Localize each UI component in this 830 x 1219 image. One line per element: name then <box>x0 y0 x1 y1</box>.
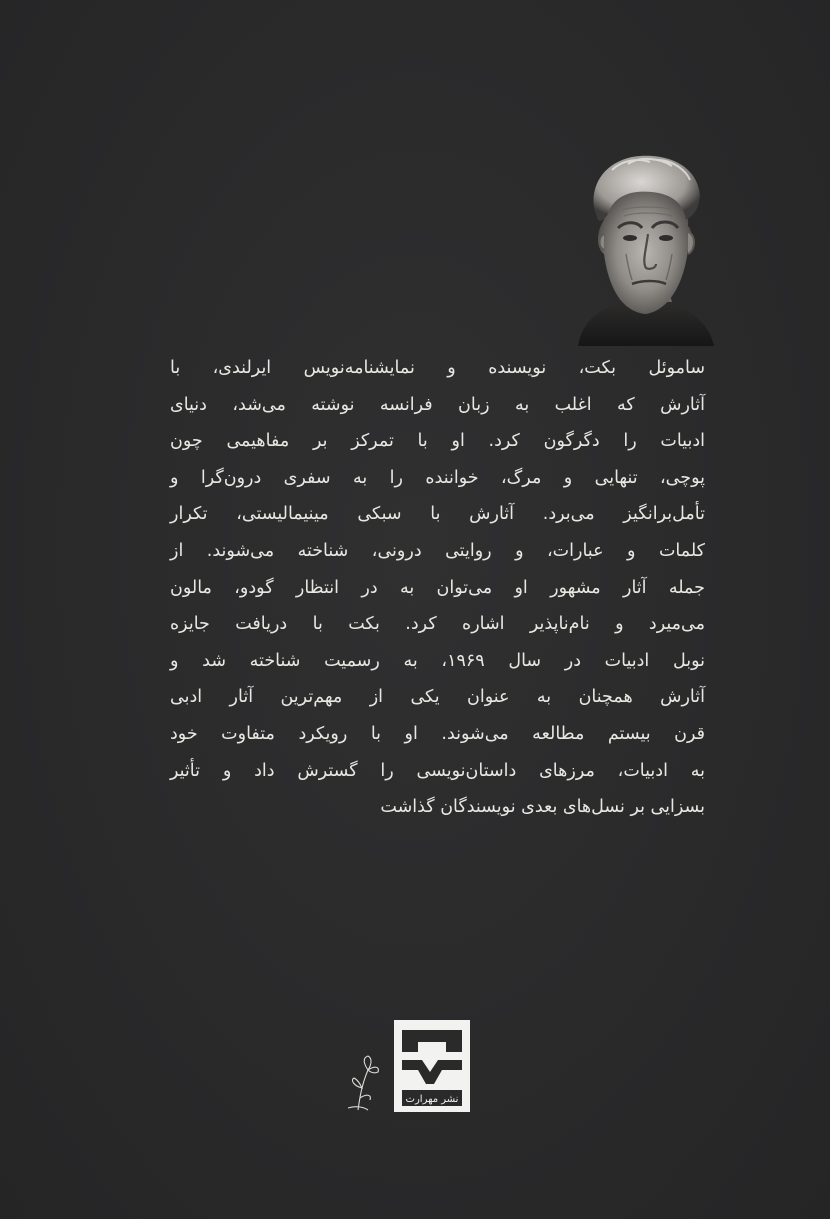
publisher-name: نشر مهرارت <box>405 1094 459 1105</box>
flower-sketch-icon <box>348 1056 378 1110</box>
blurb-line: می‌میرد و نام‌ناپذیر اشاره کرد. بکت با دریافت جایزه <box>170 614 705 635</box>
blurb-line: کلمات و عبارات، و روایتی درونی، شناخته می‌شوند. از <box>170 540 705 561</box>
blurb-line: پوچی، تنهایی و مرگ، خواننده را به سفری درون‌گرا و <box>170 467 705 488</box>
blurb-line: آثارش که اغلب به زبان فرانسه نوشته می‌شد، دنیای <box>170 394 705 415</box>
blurb-line: ادبیات را دگرگون کرد. او با تمرکز بر مفاهیمی چون <box>170 431 705 452</box>
blurb-line: قرن بیستم مطالعه می‌شوند. او با رویکرد متفاوت خود <box>170 723 705 744</box>
author-blurb <box>170 350 705 826</box>
author-portrait <box>568 150 720 346</box>
blurb-line: نوبل ادبیات در سال ۱۹۶۹، به رسمیت شناخته شد و <box>170 650 705 671</box>
blurb-line: تأمل‌برانگیز می‌برد. آثارش با سبکی مینیمالیستی، تکرار <box>170 504 705 525</box>
blurb-line: به ادبیات، مرزهای داستان‌نویسی را گسترش داد و تأثیر <box>170 760 705 781</box>
blurb-line: آثارش همچنان به عنوان یکی از مهم‌ترین آثار ادبی <box>170 687 705 708</box>
publisher-logo-icon <box>338 1012 478 1122</box>
blurb-line: بسزایی بر نسل‌های بعدی نویسندگان گذاشت <box>380 797 705 818</box>
blurb-line: ساموئل بکت، نویسنده و نمایشنامه‌نویس ایرلندی، با <box>170 358 705 378</box>
blurb-line: جمله آثار مشهور او می‌توان به در انتظار گودو، مالون <box>170 577 705 598</box>
